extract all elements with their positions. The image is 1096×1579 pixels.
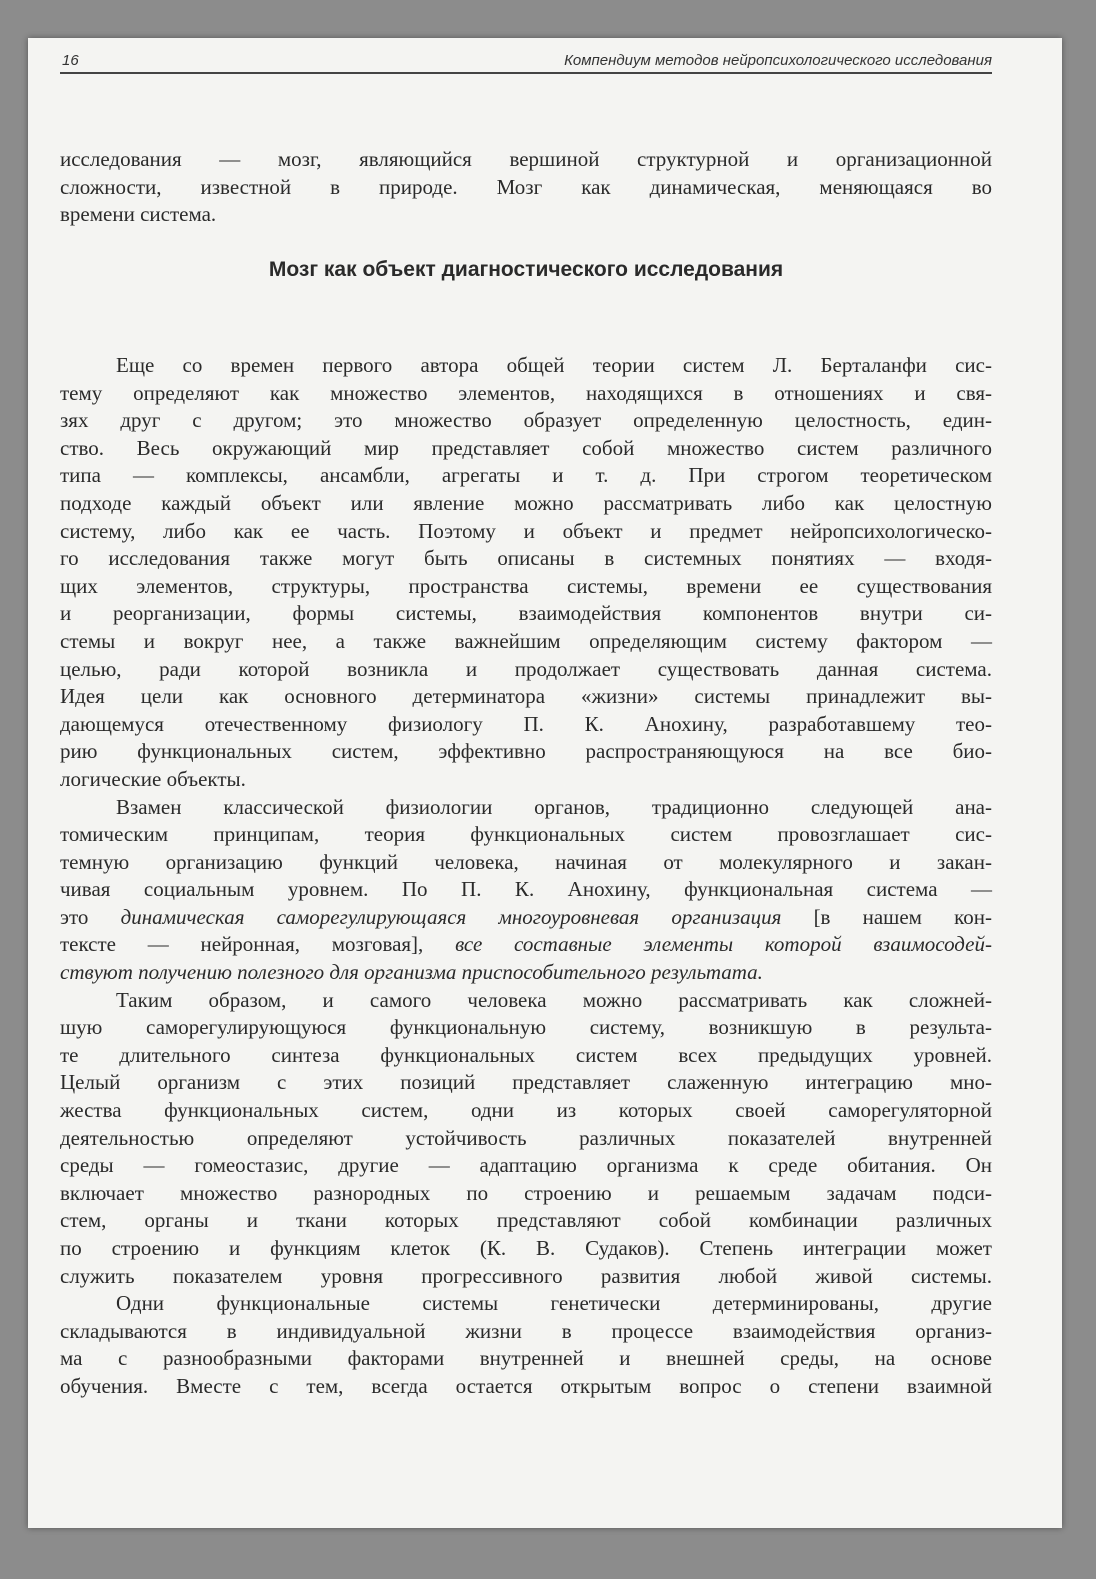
text-run: тему определяют как множество элементов, находящихся в отношениях и свя- [60,380,992,405]
text-run: Идея цели как основного детерминатора «жизни» системы принадлежит вы- [60,684,992,709]
paragraph [60,1290,992,1400]
text-line [60,821,992,849]
text-line [60,1014,992,1042]
section-body [60,352,992,1401]
text-run: служить показателем уровня прогрессивного развития любой живой системы. [60,1263,992,1288]
text-run: стем, органы и ткани которых представляют собой комбинации различных [60,1208,992,1233]
text-line [60,1290,992,1318]
text-line [60,628,992,656]
text-run: [в нашем кон- [781,904,992,929]
text-run: исследования — мозг, являющийся вершиной структурной и организационной [60,147,992,171]
text-run: складываются в индивидуальной жизни в процессе взаимодействия организ- [60,1318,992,1343]
text-line [60,174,992,202]
text-run: тексте — нейронная, мозговая], [60,932,456,957]
text-line [60,545,992,573]
text-run: подходе каждый объект или явление можно рассматривать либо как целостную [60,490,992,515]
text-run: Целый организм с этих позиций представляет слаженную интеграцию мно- [60,1070,992,1095]
text-run: среды — гомеостазис, другие — адаптацию организма к среде обитания. Он [60,1153,992,1178]
text-run: темную организацию функций человека, начиная от молекулярного и закан- [60,849,992,874]
text-line [60,1207,992,1235]
italic-text: все составные элементы которой взаимосодей- [455,932,992,957]
text-line [60,766,992,794]
text-line [60,876,992,904]
text-run: времени система. [60,202,217,227]
text-line [60,904,992,932]
running-header [60,50,992,74]
text-line [60,738,992,766]
text-run: щих элементов, структуры, пространства системы, времени ее существования [60,573,992,598]
text-line [60,1097,992,1125]
text-line [60,1180,992,1208]
text-run: ма с разнообразными факторами внутренней и внешней среды, на основе [60,1346,992,1371]
paragraph [60,352,992,794]
text-run: обучения. Вместе с тем, всегда остается открытым вопрос о степени взаимной [60,1373,992,1398]
text-line [60,1263,992,1291]
text-run: томическим принципам, теория функциональных систем провозглашает сис- [60,822,992,847]
text-line [60,435,992,463]
text-run: зях друг с другом; это множество образует определенную целостность, един- [60,408,992,433]
text-line [60,1042,992,1070]
text-line [60,849,992,877]
text-run: чивая социальным уровнем. По П. К. Анохину, функциональная система — [60,877,992,902]
text-line [60,1235,992,1263]
text-line [60,656,992,684]
paragraph [60,987,992,1291]
text-line [60,931,992,959]
text-line [60,1152,992,1180]
text-run: деятельностью определяют устойчивость различных показателей внутренней [60,1125,992,1150]
intro-paragraph [60,146,992,229]
section-heading: Мозг как объект диагностического исследования [268,258,784,281]
text-run: Еще со времен первого автора общей теории систем Л. Берталанфи сис- [116,353,992,377]
text-run: включает множество разнородных по строению и решаемым задачам подси- [60,1180,992,1205]
text-run: по строению и функциям клеток (К. В. Судаков). Степень интеграции может [60,1236,992,1260]
text-run: Таким образом, и самого человека можно рассматривать как сложней- [116,987,992,1012]
text-line [60,380,992,408]
text-run: го исследования также могут быть описаны в системных понятиях — входя- [60,546,992,571]
text-line [60,490,992,518]
text-run: те длительного синтеза функциональных систем всех предыдущих уровней. [60,1042,992,1067]
text-line [60,1373,992,1401]
text-line [60,201,992,229]
text-run: Взамен классической физиологии органов, традиционно следующей ана- [116,794,992,819]
page-number: 16 [62,52,79,69]
text-line [60,987,992,1015]
text-run: шую саморегулирующуюся функциональную систему, возникшую в результа- [60,1015,992,1040]
text-run: дающемуся отечественному физиологу П. К. Анохину, разработавшему тео- [60,711,992,736]
running-title: Компендиум методов нейропсихологического исследования [564,52,992,69]
text-line [60,462,992,490]
text-line [60,1345,992,1373]
italic-text: динамическая саморегулирующаяся многоуровневая организация [120,904,782,929]
text-run: рию функциональных систем, эффективно распространяющуюся на все био- [60,739,992,764]
text-run: Одни функциональные системы генетически детерминированы, другие [116,1291,992,1316]
text-run: логические объекты. [60,766,246,791]
text-run: систему, либо как ее часть. Поэтому и объект и предмет нейропсихологическо- [60,518,992,543]
text-line [60,600,992,628]
text-line [60,518,992,546]
text-line [60,959,992,987]
text-run: жества функциональных систем, одни из которых своей саморегуляторной [60,1098,992,1123]
text-line [60,1318,992,1346]
text-run: и реорганизации, формы системы, взаимодействия компонентов внутри си- [60,601,992,626]
text-line [60,683,992,711]
paragraph [60,794,992,987]
text-line [60,352,992,380]
text-run: это [60,904,121,929]
text-run: целью, ради которой возникла и продолжает существовать данная система. [60,656,992,681]
text-line [60,711,992,739]
text-line [60,1069,992,1097]
text-line [60,573,992,601]
text-line [60,407,992,435]
text-line [60,146,992,174]
italic-text: ствуют получению полезного для организма приспособительного результата. [60,960,763,985]
text-line [60,1125,992,1153]
text-run: типа — комплексы, ансамбли, агрегаты и т. д. При строгом теоретическом [60,463,992,488]
text-line [60,794,992,822]
text-run: сложности, известной в природе. Мозг как динамическая, меняющаяся во [60,174,992,199]
text-run: стемы и вокруг нее, а также важнейшим определяющим систему фактором — [60,628,992,653]
text-run: ство. Весь окружающий мир представляет собой множество систем различного [60,435,992,460]
